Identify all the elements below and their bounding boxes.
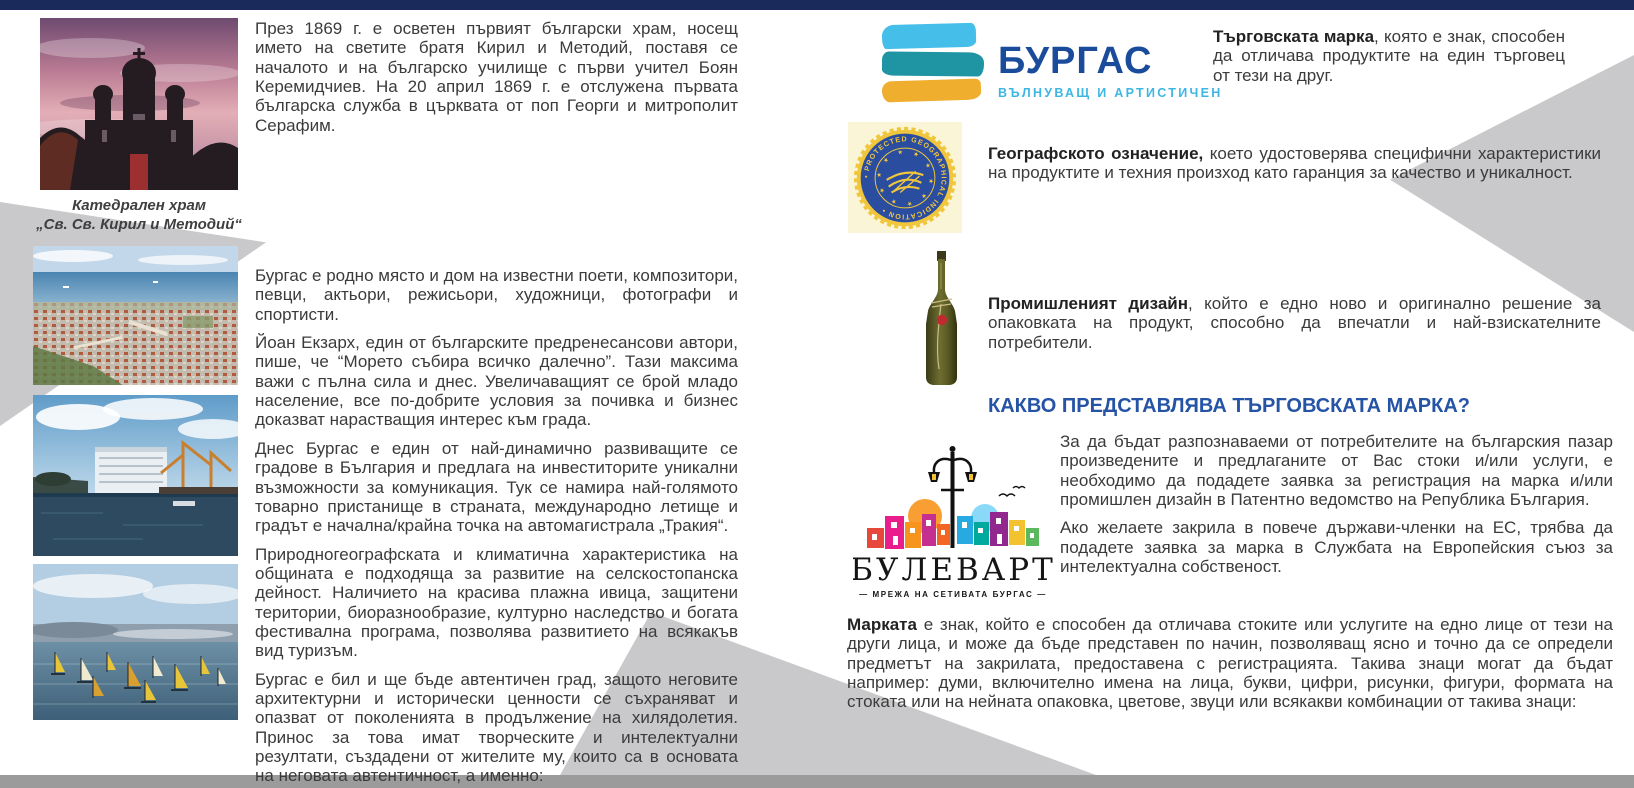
- burgas-logo-title: БУРГАС: [998, 40, 1153, 82]
- top-border-bar: [0, 0, 1634, 10]
- pgi-seal-icon: [852, 125, 958, 231]
- geographical-indication-block: [988, 144, 1601, 183]
- wine-bottle-art: [912, 249, 970, 389]
- burgas-logo-subtitle: ВЪЛНУВАЩ И АРТИСТИЧЕН: [998, 86, 1223, 100]
- burgas-logo-brush-strokes-icon: [882, 24, 984, 101]
- registration-paragraph-2: Ако желаете закрила в повече държави-членки на ЕС, трябва да подадете заявка за марка в Службата на Европейския съюз за интелектуална собственост.: [1060, 518, 1613, 577]
- paragraph-ioan-ekzarh: Йоан Екзарх, един от българските предренесансови автори, пише, че “Морето събира всичко далечно”. Тази максима важи с пълна сила и днес. Увеличаващият се брой младо население, все по-добрите условия за почивка и бизнес доказват нарастващия интерес към града.: [255, 333, 738, 430]
- photo-caption: [20, 196, 258, 234]
- trademark-definition-lead: Марката: [847, 615, 917, 634]
- paragraph-authentic-city: Бургас е бил и ще бъде автентичен град, защото неговите архитектурни и исторически ценности се съхраняват и опазват от поколенията в продължение на хилядолетия. Принос за това имат творческите и интелектуални резултати, създадени от жителите му, които са в основата на неговата автентичност, а именно:: [255, 669, 738, 786]
- left-text-column: [255, 19, 738, 786]
- bulevart-logo-art: [853, 424, 1053, 610]
- registration-block: [1060, 432, 1613, 576]
- trademark-intro-text: [1213, 27, 1565, 85]
- burgas-logo: [998, 42, 1223, 100]
- photo-cathedral: [40, 18, 238, 190]
- photo-windsurf-art: [33, 564, 238, 720]
- industrial-design-block: [988, 294, 1601, 352]
- photo-windsurfers: [33, 564, 238, 720]
- trademark-definition-text: [847, 615, 1613, 712]
- pgi-circle-text: • PROTECTED GEOGRAPHICAL INDICATION •: [862, 134, 948, 221]
- bulevart-logo: [853, 424, 1053, 615]
- paragraph-nature: Природногеографската и климатична характеристика на общината е подходяща за развитие на селскостопанска дейност. Наличието на красива плажна ивица, защитени територии, биоразнообразие, културно наследство и богата фестивална програма, позволява развитието на всякакъв вид туризъм.: [255, 544, 738, 661]
- birds-icon: [999, 487, 1025, 497]
- paragraph-development: Днес Бургас е един от най-динамично развиващите се градове в България и предлага на инвеститорите уникални възможности за комуникация. Тук се намира най-голямото товарно пристанище в страната, международно летище и градът е начална/крайна точка на автомагистрала „Тракия“.: [255, 438, 738, 536]
- registration-paragraph-1: За да бъдат разпознаваеми от потребителите на българския пазар произведените и предлаганите от Вас стоки и/или услуги, е необходимо да подадете заявка за регистрация на марка и/или промишлен дизайн в Патентно ведомство на Република България.: [1060, 432, 1613, 510]
- wine-bottle-image: [912, 249, 970, 394]
- trademark-lead: Търговската марка: [1213, 27, 1375, 46]
- photo-port-art: [33, 395, 238, 556]
- trademark-intro-block: [1213, 27, 1565, 85]
- geographical-indication-text: [988, 144, 1601, 183]
- photo-port: [33, 395, 238, 556]
- paragraph-famous-people: Бургас е родно място и дом на известни поети, композитори, певци, актьори, режисьори, художници, фотографи и спортисти.: [255, 266, 738, 324]
- geographical-lead: Географското означение,: [988, 144, 1204, 163]
- caption-line-1: Катедрален храм: [72, 197, 206, 214]
- bulevart-subtitle: — МРЕЖА НА СЕТИВАТА БУРГАС —: [859, 590, 1047, 599]
- bulevart-title: БУЛЕВАРТ: [853, 552, 1053, 588]
- bottom-border-bar: [0, 775, 1634, 788]
- industrial-design-lead: Промишленият дизайн: [988, 294, 1189, 313]
- pgi-stars-ring: ★ ★ ★ ★ ★ ★ ★ ★ ★ ★: [875, 148, 935, 207]
- brush-stroke-yellow: [882, 78, 982, 102]
- industrial-design-text: [988, 294, 1601, 352]
- trademark-body: , която е знак, способен да отличава продуктите на един търговец от тези на друг.: [1213, 27, 1565, 85]
- section-heading: КАКВО ПРЕДСТАВЛЯВА ТЪРГОВСКАТА МАРКА?: [988, 395, 1470, 417]
- trademark-definition-block: [847, 615, 1613, 712]
- photo-aerial-city: [33, 246, 238, 385]
- trademark-definition-body: е знак, който е способен да отличава стоките или услугите на едно лице от тези на други лица, и може да бъде представен по начин, позволяващ ясно и точно да се определи предметът на закрилата, предоставена с регистрацията. Такива знаци могат да бъдат например: думи, включително имена на лица, букви, цифри, рисунки, фигури, формата на стоката или на нейната опаковка, цветове, звуци или всякакви комбинации от такива знаци:: [847, 615, 1613, 712]
- pgi-seal-box: [848, 122, 962, 233]
- photo-aerial-art: [33, 246, 238, 385]
- paragraph-history: През 1869 г. е осветен първият български храм, носещ името на светите братя Кирил и Методий, поставя се началото и на българско училище с първи учител Боян Керемидчиев. На 20 април 1869 г. е отслужена първата българска служба в църквата от поп Георги и митрополит Серафим.: [255, 19, 738, 135]
- industrial-design-body: , който е едно ново и оригинално решение за опаковката на продукт, способно да впечатли и най-взискателните потребители.: [988, 294, 1601, 352]
- decorative-triangle-right: [1390, 55, 1634, 332]
- caption-line-2: „Св. Св. Кирил и Методий“: [36, 216, 242, 233]
- photo-cathedral-art: [40, 18, 238, 190]
- brush-stroke-lightblue: [882, 23, 977, 49]
- brush-stroke-teal: [882, 51, 984, 76]
- geographical-body: което удостоверява специфични характеристики на продуктите и техния произход като гаранция за качество и уникалност.: [988, 144, 1601, 183]
